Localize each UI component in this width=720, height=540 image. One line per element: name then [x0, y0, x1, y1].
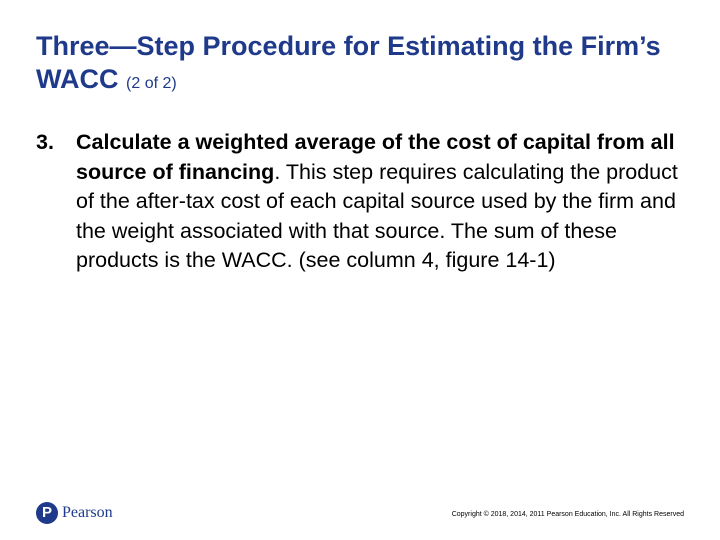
copyright-notice: Copyright © 2018, 2014, 2011 Pearson Education, Inc. All Rights Reserved — [451, 511, 684, 518]
slide-title — [36, 30, 696, 100]
pearson-logo-text: Pearson — [62, 504, 113, 521]
slide-title-suffix: (2 of 2) — [126, 75, 177, 92]
list-item-number: 3. — [36, 130, 54, 154]
list-item-text — [76, 128, 686, 276]
list-item-regular-text: . This step requires calculating the product of the after-tax cost of each capital source used by the firm and the weight associated with that source. The sum of these products is the WACC. (see column 4, figure 14-1) — [76, 159, 678, 272]
slide-body — [36, 128, 686, 276]
slide-title-text: Three—Step Procedure for Estimating the Firm’s WACC — [36, 31, 661, 94]
list-item — [36, 128, 686, 276]
pearson-logo — [36, 502, 113, 524]
list-item-bold-text: Calculate a weighted average of the cost of capital from all source of financing — [76, 130, 675, 184]
pearson-logo-icon: P — [36, 502, 58, 524]
